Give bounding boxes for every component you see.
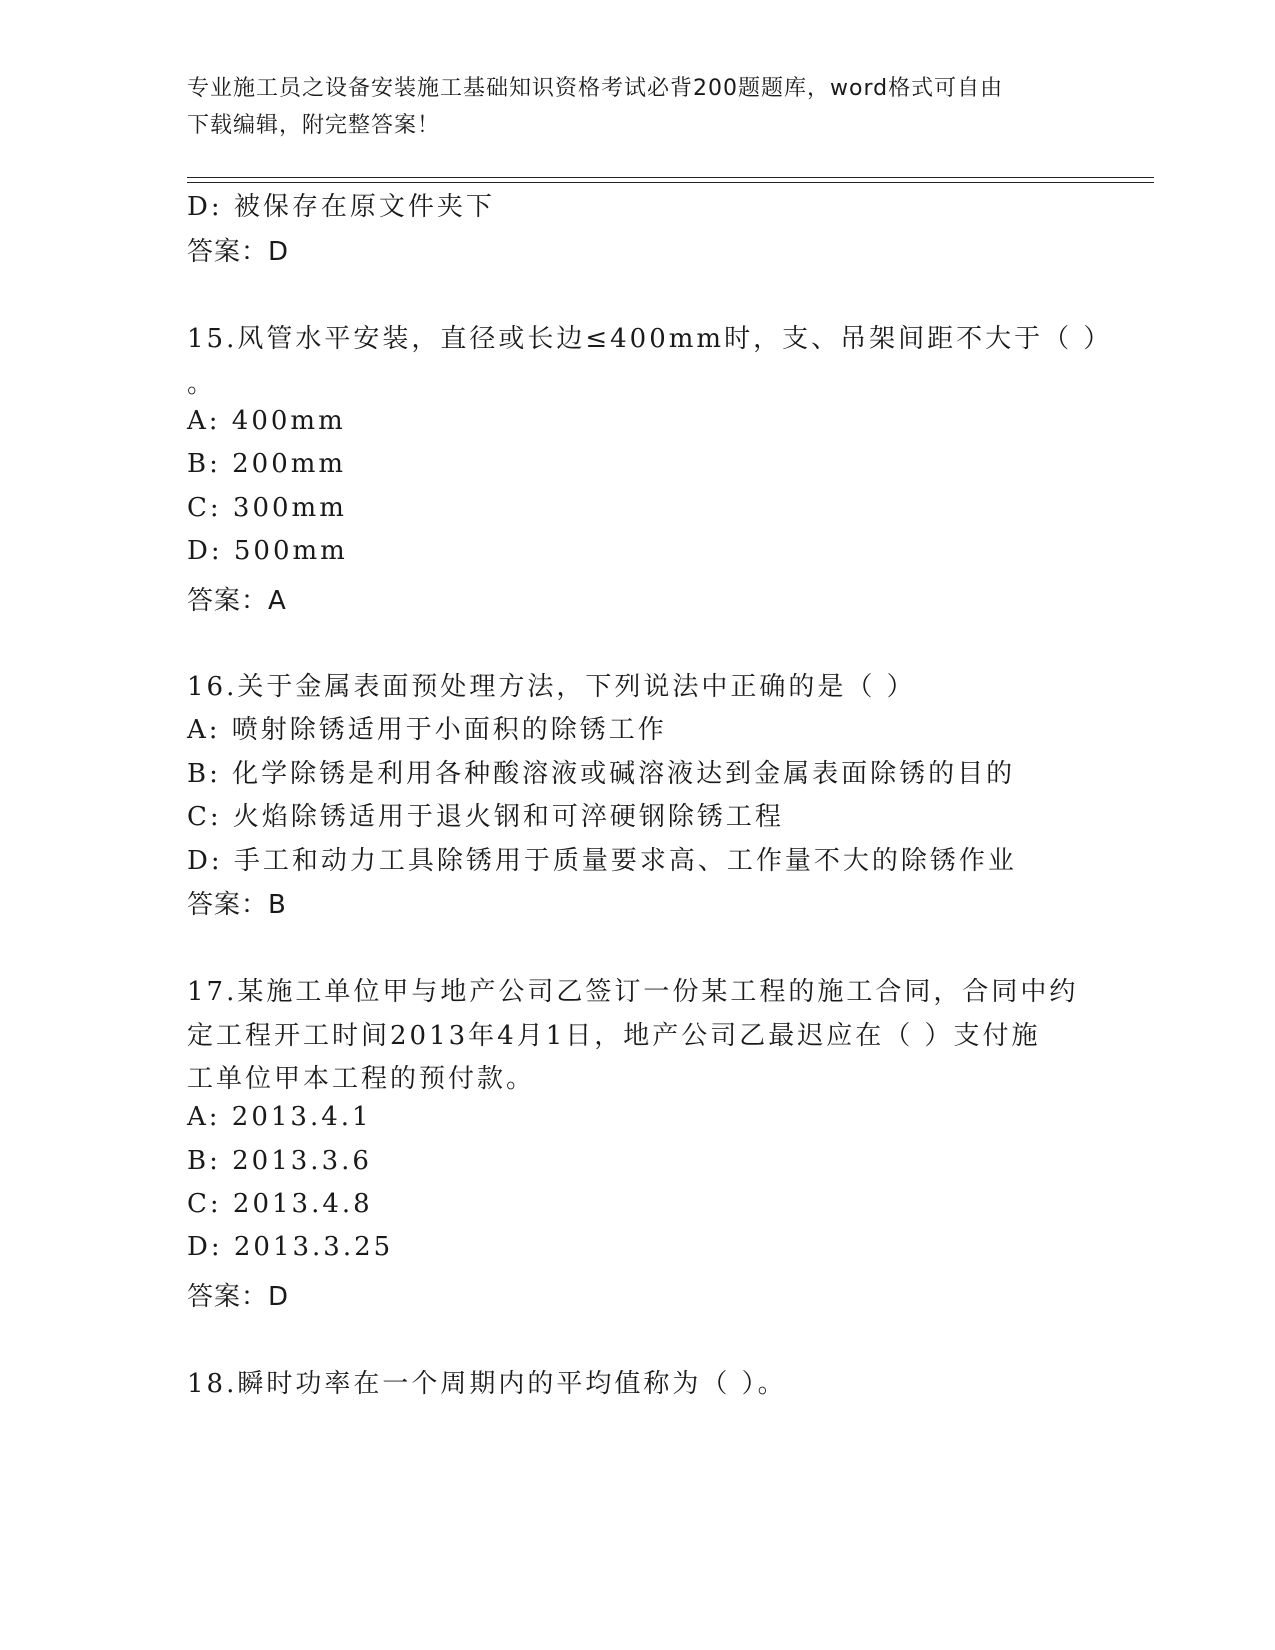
prev-answer: 答案：D [187, 237, 290, 267]
q16-option-a: A: 喷射除锈适用于小面积的除锈工作 [187, 715, 667, 745]
q17-answer: 答案：D [187, 1282, 290, 1312]
q16-option-d: D: 手工和动力工具除锈用于质量要求高、工作量不大的除锈作业 [187, 846, 1017, 876]
q15-answer: 答案：A [187, 586, 287, 616]
q16-option-b: B: 化学除锈是利用各种酸溶液或碱溶液达到金属表面除锈的目的 [187, 759, 1016, 789]
q16-answer: 答案：B [187, 890, 287, 920]
q17-option-d: D: 2013.3.25 [187, 1232, 394, 1262]
q17-stem-line-1: 17.某施工单位甲与地产公司乙签订一份某工程的施工合同，合同中约 [187, 977, 1079, 1007]
document-header [187, 70, 1067, 144]
header-line-2: 下载编辑，附完整答案！ [187, 113, 441, 138]
q15-option-d: D: 500mm [187, 536, 348, 566]
q16-stem: 16.关于金属表面预处理方法，下列说法中正确的是（ ） [187, 672, 916, 702]
q16-option-c: C: 火焰除锈适用于退火钢和可淬硬钢除锈工程 [187, 802, 784, 832]
q17-stem-line-3: 工单位甲本工程的预付款。 [187, 1064, 536, 1094]
q17-option-a: A: 2013.4.1 [187, 1102, 372, 1132]
q15-option-c: C: 300mm [187, 493, 347, 523]
q17-option-b: B: 2013.3.6 [187, 1146, 372, 1176]
prev-option-d: D: 被保存在原文件夹下 [187, 192, 495, 222]
header-divider-top [187, 177, 1154, 178]
header-divider-bottom [187, 182, 1154, 183]
q15-option-a: A: 400mm [187, 406, 346, 436]
q17-stem-line-2: 定工程开工时间2013年4月1日，地产公司乙最迟应在（ ）支付施 [187, 1021, 1041, 1051]
q18-stem: 18.瞬时功率在一个周期内的平均值称为（ ）。 [187, 1369, 787, 1399]
q15-stem-continued: 。 [187, 369, 217, 399]
q15-option-b: B: 200mm [187, 449, 347, 479]
q17-option-c: C: 2013.4.8 [187, 1189, 373, 1219]
header-line-1: 专业施工员之设备安装施工基础知识资格考试必背200题题库，word格式可自由 [187, 76, 1004, 101]
q15-stem: 15.风管水平安装，直径或长边≤400mm时，支、吊架间距不大于（ ） [187, 324, 1113, 354]
